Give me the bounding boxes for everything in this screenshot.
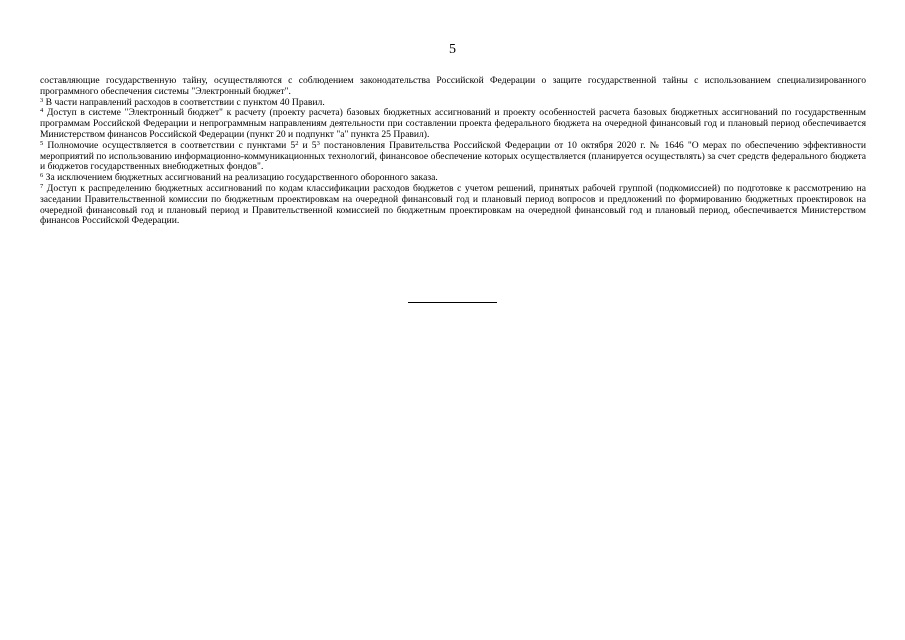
footnote-text: составляющие государственную тайну, осуществляются с соблюдением законодательства Российской Федерации о защите государственной тайны с использованием специализированного программного обеспечения системы "Электронный бюджет".: [40, 75, 866, 97]
footnote-marker: 4: [40, 107, 44, 115]
footnote-text: За исключением бюджетных ассигнований на реализацию государственного оборонного заказа.: [43, 172, 438, 184]
footnote-continuation: [40, 76, 866, 98]
document-end-rule: [408, 302, 497, 303]
footnote-text: Доступ в системе "Электронный бюджет" к расчету (проекту расчета) базовых бюджетных ассигнований и проекту особенностей расчета базовых бюджетных ассигнований по государственным программам Российской Федерации и непрограммным направлениям деятельности при составлении проекта федерального бюджета на очередной финансовый год и плановый период обеспечивается Министерством финансов Российской Федерации (пункт 20 и подпункт "а" пункта 25 Правил).: [40, 107, 866, 140]
footnote-4: [40, 108, 866, 140]
footnote-marker: 6: [40, 172, 44, 180]
footnote-text: Доступ к распределению бюджетных ассигнований по кодам классификации расходов бюджетов с учетом решений, принятых рабочей группой (подкомиссией) по подготовке к рассмотрению на заседании Правительственной комиссии по бюджетным проектировкам на очередной финансовый год и плановый период вопросов и предложений по формированию бюджетных проектировок на очередной финансовый год и плановый период и Правительственной комиссией по бюджетным проектировкам на очередной финансовый год и плановый период, обеспечивается Министерством финансов Российской Федерации.: [40, 182, 866, 227]
paragraph-superscript: 3: [316, 139, 320, 147]
footnote-text: постановления Правительства Российской Федерации от 10 октября 2020 г. № 1646 "О мерах по обеспечению эффективности мероприятий по использованию информационно-коммуникационных технологий, финансовое обеспечение которых осуществляется (планируется осуществлять) за счет средств федерального бюджета и бюджетов государственных внебюджетных фондов".: [40, 139, 866, 173]
footnotes-block: [40, 76, 866, 227]
page-number: 5: [449, 42, 456, 57]
footnote-5: [40, 141, 866, 173]
footnote-text: и 5: [298, 139, 317, 151]
footnote-text: В части направлений расходов в соответствии с пунктом 40 Правил.: [43, 96, 325, 108]
footnote-marker: 3: [40, 96, 44, 104]
footnote-marker: 5: [40, 139, 44, 147]
footnote-marker: 7: [40, 182, 44, 190]
paragraph-superscript: 2: [295, 139, 299, 147]
footnote-text: Полномочие осуществляется в соответствии с пунктами 5: [43, 139, 296, 151]
footnote-7: [40, 184, 866, 227]
